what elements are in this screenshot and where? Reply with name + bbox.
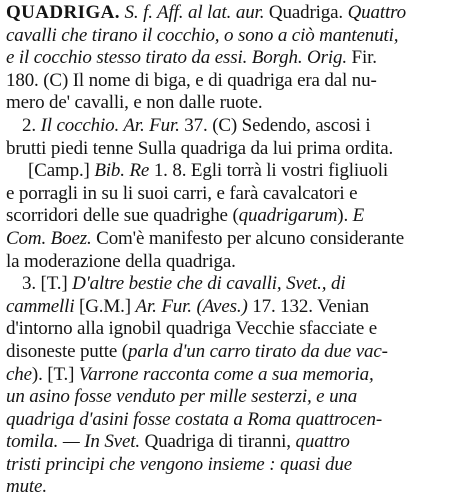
italic-text: Il cocchio. Ar. Fur.: [40, 114, 180, 136]
text-line: [6, 115, 458, 138]
text-line: [6, 454, 458, 477]
text-line: [6, 2, 458, 25]
roman-text: d'intorno alla ignobil quadriga Vecchie sfacciate e: [6, 318, 378, 340]
roman-text: brutti piedi tenne Sulla quadriga da lui prima ordita.: [6, 137, 394, 159]
italic-text: S. f. Aff. al lat. aur.: [119, 2, 265, 23]
italic-text: Ar. Fur. (Aves.): [135, 295, 248, 317]
italic-text: che: [6, 363, 32, 385]
roman-text: 17. 132. Venian: [247, 295, 369, 317]
italic-text: mute.: [6, 476, 47, 498]
roman-text: la moderazione della quadriga.: [6, 250, 236, 272]
roman-text: 180. (C) Il nome di biga, e di quadriga era dal nu-: [6, 69, 377, 91]
roman-text: disoneste putte (: [6, 340, 128, 362]
italic-text: e il cocchio stesso tirato da essi. Borgh. Orig.: [6, 47, 347, 69]
italic-text: E: [352, 205, 365, 227]
roman-text: ). [T.]: [31, 363, 79, 385]
italic-text: Varrone racconta come a sua memoria,: [78, 363, 374, 385]
text-line: [6, 183, 458, 206]
roman-text: scorridori delle sue quadrighe (: [6, 205, 239, 227]
roman-text: [Camp.]: [28, 160, 95, 182]
text-line: [6, 341, 458, 364]
roman-text: 1. 8. Egli torrà li vostri figliuoli: [149, 160, 389, 182]
italic-text: tristi principi che vengono insieme : quasi due: [6, 453, 352, 475]
roman-text: Quadriga.: [264, 2, 348, 23]
italic-text: tomila. — In Svet.: [6, 431, 140, 453]
roman-text: [G.M.]: [74, 295, 136, 317]
italic-text: un asino fosse venduto per mille sesterzi, e una: [6, 386, 358, 408]
roman-text: Quadriga di tiranni,: [139, 431, 296, 453]
text-line: [6, 409, 458, 432]
italic-text: D'altre bestie che di cavalli, Svet., di: [72, 273, 346, 295]
italic-text: parla d'un carro tirato da due vac-: [127, 340, 388, 362]
text-line: [6, 92, 458, 115]
italic-text: cammelli: [6, 295, 75, 317]
roman-text: mero de' cavalli, e non dalle ruote.: [6, 92, 263, 114]
roman-text: 2.: [22, 114, 41, 136]
text-line: [6, 296, 458, 319]
text-line: [6, 431, 458, 454]
italic-text: Com. Boez.: [6, 227, 92, 249]
italic-text: quadriga d'asini fosse costata a Roma quattrocen-: [6, 408, 382, 430]
headword: QUADRIGA.: [6, 2, 120, 23]
text-line: [6, 160, 458, 183]
text-line: [6, 364, 458, 387]
text-line: [6, 70, 458, 93]
text-line: [6, 25, 458, 48]
italic-text: quattro: [295, 431, 350, 453]
text-line: [6, 228, 458, 251]
italic-text: cavalli che tirano il cocchio, o sono a ciò mantenuti,: [6, 24, 399, 46]
roman-text: e porragli in su li suoi carri, e farà cavalcatori e: [6, 182, 358, 204]
text-line: [6, 273, 458, 296]
text-line: [6, 386, 458, 409]
roman-text: ).: [337, 205, 353, 227]
italic-text: quadrigarum: [238, 205, 338, 227]
italic-text: Quattro: [347, 2, 407, 23]
roman-text: 37. (C) Sedendo, ascosi i: [179, 114, 371, 136]
text-line: [6, 318, 458, 341]
roman-text: Fir.: [346, 47, 377, 69]
italic-text: Bib. Re: [94, 160, 150, 182]
text-line: [6, 205, 458, 228]
text-line: [6, 251, 458, 274]
text-line: [6, 476, 458, 499]
text-line: [6, 138, 458, 161]
roman-text: 3. [T.]: [22, 273, 73, 295]
roman-text: Com'è manifesto per alcuno considerante: [91, 227, 404, 249]
text-line: [6, 47, 458, 70]
